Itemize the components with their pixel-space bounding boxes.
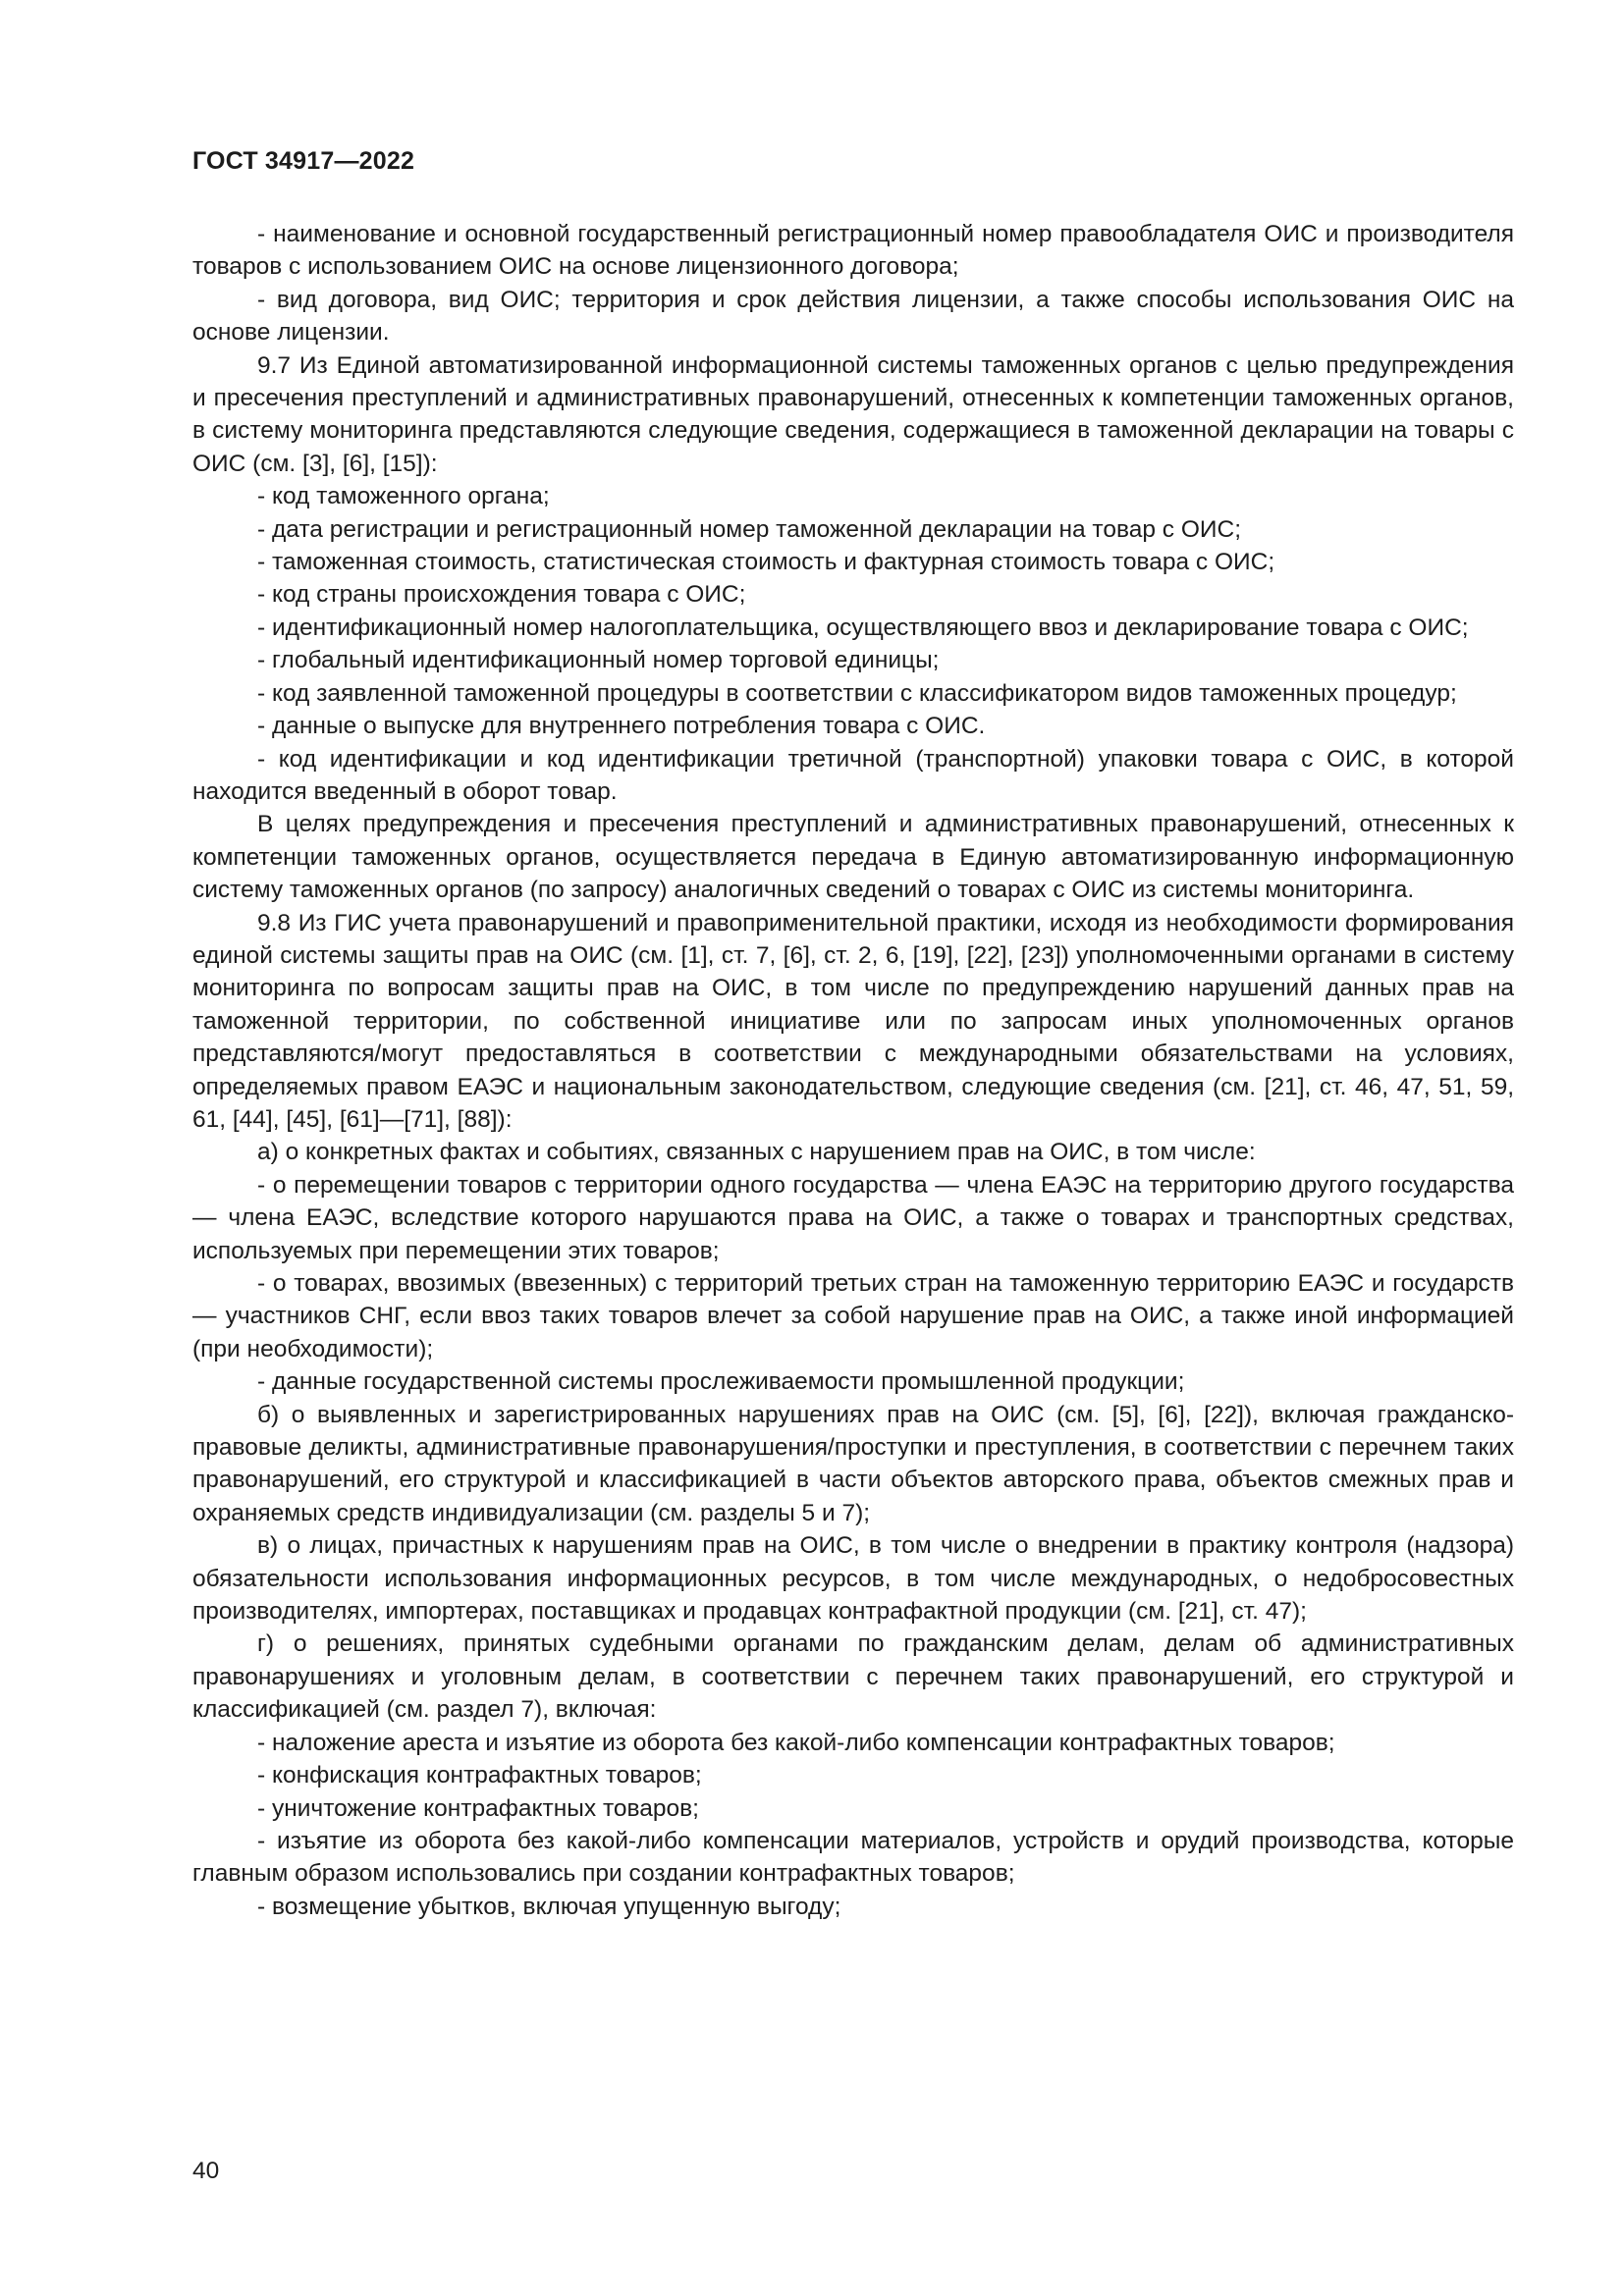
- paragraph: 9.8 Из ГИС учета правонарушений и правоприменительной практики, исходя из необходимости формирования единой системы защиты прав на ОИС (см. [1], ст. 7, [6], ст. 2, 6, [19], [22], [23]) уполномоченными органами в систему мониторинга по вопросам защиты прав на ОИС, в том числе по предупреждению нарушений данных прав на таможенной территории, по собственной инициативе или по запросам иных уполномоченных органов представляются/могут предоставляться в соответствии с международными обязательствами на условиях, определяемых правом ЕАЭС и национальным законодательством, следующие сведения (см. [21], ст. 46, 47, 51, 59, 61, [44], [45], [61]—[71], [88]):: [192, 909, 1514, 1133]
- paragraph: - код таможенного органа;: [257, 483, 550, 510]
- paragraph: - код заявленной таможенной процедуры в соответствии с классификатором видов таможенных процедур;: [257, 679, 1457, 707]
- paragraph: - данные о выпуске для внутреннего потребления товара с ОИС.: [257, 713, 986, 740]
- paragraph: - таможенная стоимость, статистическая стоимость и фактурная стоимость товара с ОИС;: [257, 549, 1275, 576]
- paragraph: 9.7 Из Единой автоматизированной информационной системы таможенных органов с целью предупреждения и пресечения преступлений и административных правонарушений, отнесенных к компетенции таможенных органов, в систему мониторинга представляются следующие сведения, содержащиеся в таможенной декларации на товары с ОИС (см. [3], [6], [15]):: [192, 351, 1514, 477]
- paragraph: - глобальный идентификационный номер торговой единицы;: [257, 647, 940, 674]
- paragraph: - возмещение убытков, включая упущенную выгоду;: [257, 1893, 841, 1920]
- paragraph: - данные государственной системы прослеживаемости промышленной продукции;: [257, 1368, 1185, 1396]
- paragraph: - о товарах, ввозимых (ввезенных) с территорий третьих стран на таможенную территорию ЕАЭС и государств — участников СНГ, если ввоз таких товаров влечет за собой нарушение прав на ОИС, а также иной информацией (при необходимости);: [192, 1270, 1514, 1362]
- document-body: [192, 218, 1514, 1923]
- document-header: ГОСТ 34917—2022: [192, 147, 415, 175]
- paragraph: - наложение ареста и изъятие из оборота без какой-либо компенсации контрафактных товаров;: [257, 1729, 1335, 1756]
- paragraph: б) о выявленных и зарегистрированных нарушениях прав на ОИС (см. [5], [6], [22]), включая гражданско-правовые деликты, административные правонарушения/проступки и преступления, в соответствии с перечнем таких правонарушений, его структурой и классификацией в части объектов авторского права, объектов смежных прав и охраняемых средств индивидуализации (см. разделы 5 и 7);: [192, 1401, 1514, 1526]
- paragraph: - дата регистрации и регистрационный номер таможенной декларации на товар с ОИС;: [257, 515, 1241, 543]
- paragraph: - идентификационный номер налогоплательщика, осуществляющего ввоз и декларирование товара с ОИС;: [257, 614, 1469, 641]
- paragraph: - вид договора, вид ОИС; территория и срок действия лицензии, а также способы использования ОИС на основе лицензии.: [192, 286, 1514, 347]
- paragraph: - конфискация контрафактных товаров;: [257, 1762, 702, 1789]
- paragraph: а) о конкретных фактах и событиях, связанных с нарушением прав на ОИС, в том числе:: [257, 1139, 1256, 1166]
- paragraph: в) о лицах, причастных к нарушениям прав на ОИС, в том числе о внедрении в практику контроля (надзора) обязательности использования информационных ресурсов, в том числе международных, о недобросовестных производителях, импортерах, поставщиках и продавцах контрафактной продукции (см. [21], ст. 47);: [192, 1532, 1514, 1626]
- paragraph: - код страны происхождения товара с ОИС;: [257, 581, 746, 609]
- paragraph: - о перемещении товаров с территории одного государства — члена ЕАЭС на территорию другого государства — члена ЕАЭС, вследствие которого нарушаются права на ОИС, а также о товарах и транспортных средствах, используемых при перемещении этих товаров;: [192, 1171, 1514, 1264]
- paragraph: - наименование и основной государственный регистрационный номер правообладателя ОИС и производителя товаров с использованием ОИС на основе лицензионного договора;: [192, 221, 1514, 281]
- paragraph: - уничтожение контрафактных товаров;: [257, 1794, 699, 1822]
- paragraph: - код идентификации и код идентификации третичной (транспортной) упаковки товара с ОИС, в которой находится введенный в оборот товар.: [192, 745, 1514, 805]
- paragraph: г) о решениях, принятых судебными органами по гражданским делам, делам об административных правонарушениях и уголовным делам, в соответствии с перечнем таких правонарушений, его структурой и классификацией (см. раздел 7), включая:: [192, 1630, 1514, 1724]
- page-number: 40: [192, 2158, 220, 2184]
- paragraph: В целях предупреждения и пресечения преступлений и административных правонарушений, отнесенных к компетенции таможенных органов, осуществляется передача в Единую автоматизированную информационную систему таможенных органов (по запросу) аналогичных сведений о товарах с ОИС из системы мониторинга.: [192, 811, 1514, 904]
- paragraph: - изъятие из оборота без какой-либо компенсации материалов, устройств и орудий производства, которые главным образом использовались при создании контрафактных товаров;: [192, 1827, 1514, 1888]
